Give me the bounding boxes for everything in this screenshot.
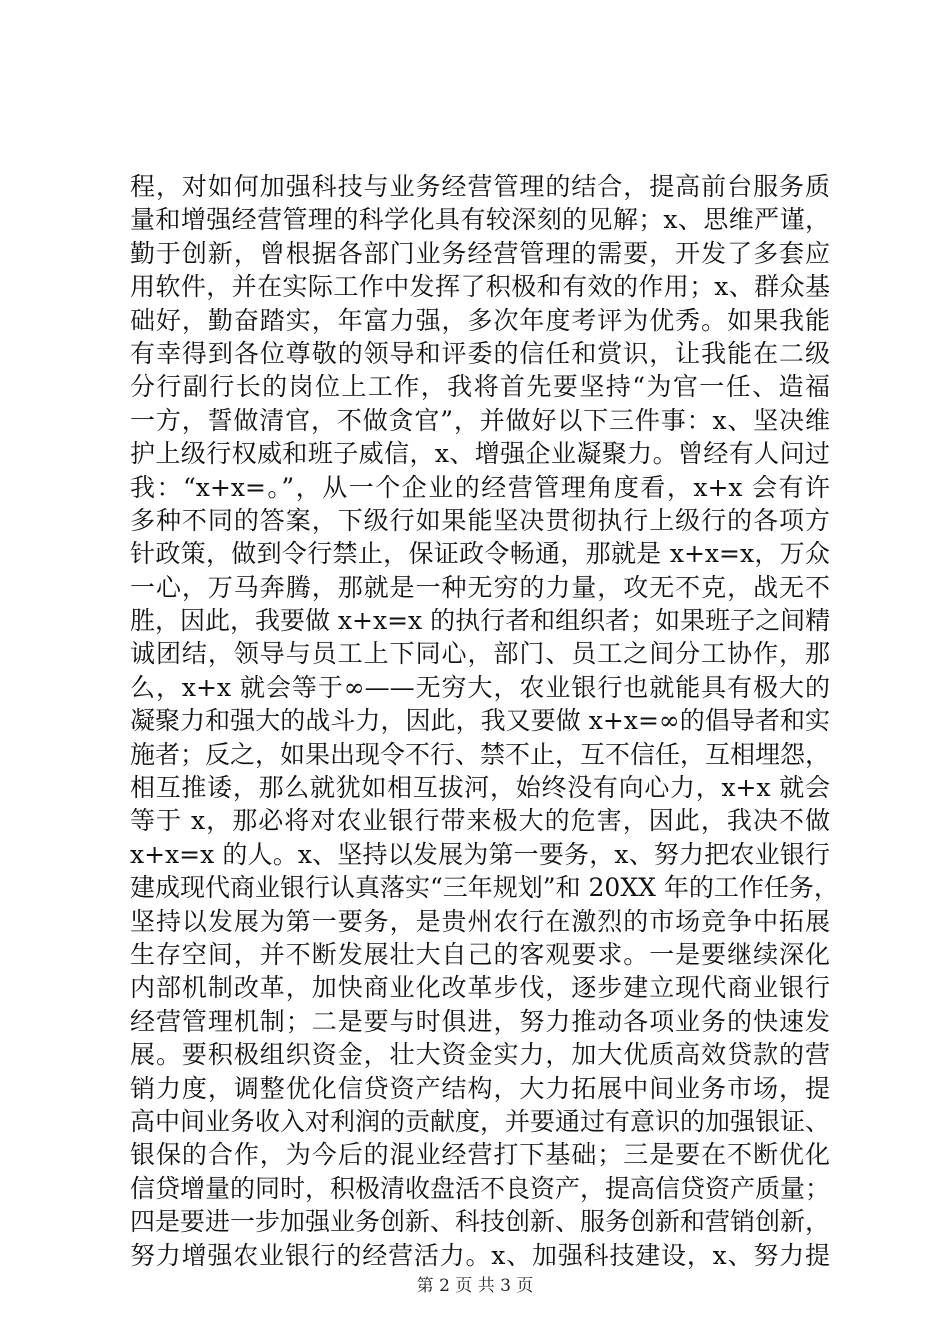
body-text (130, 170, 839, 1272)
text-line: 展。要积极组织资金，壮大资金实力，加大优质高效贷款的营 (130, 1040, 830, 1070)
text-line: 量和增强经营管理的科学化具有较深刻的见解；x、思维严谨， (130, 205, 830, 235)
page-number-label: 第 2 页 共 3 页 (416, 1276, 534, 1296)
text-line: 四是要进一步加强业务创新、科技创新、服务创新和营销创新， (130, 1207, 831, 1237)
text-line: 生存空间，并不断发展壮大自己的客观要求。一是要继续深化 (130, 939, 830, 969)
text-line: 针政策，做到令行禁止，保证政令畅通，那就是 x+x=x，万众 (130, 539, 830, 569)
text-line: 银保的合作，为今后的混业经营打下基础；三是要在不断优化 (130, 1140, 830, 1170)
text-line: 高中间业务收入对利润的贡献度，并要通过有意识的加强银证、 (130, 1106, 831, 1136)
text-line: 诚团结，领导与员工上下同心，部门、员工之间分工协作，那 (130, 639, 830, 669)
text-line: 程，对如何加强科技与业务经营管理的结合，提高前台服务质 (130, 172, 830, 201)
text-line: 一心，万马奔腾，那就是一种无穷的力量，攻无不克，战无不 (130, 572, 830, 602)
text-line: 等于 x，那必将对农业银行带来极大的危害，因此，我决不做 (130, 806, 830, 836)
text-line: 么，x+x 就会等于∞——无穷大，农业银行也就能具有极大的 (130, 672, 830, 702)
text-line: 一方，誓做清官，不做贪官”，并做好以下三件事：x、坚决维 (130, 405, 830, 435)
text-line: x+x=x 的人。x、坚持以发展为第一要务，x、努力把农业银行 (130, 839, 830, 869)
text-line: 凝聚力和强大的战斗力，因此，我又要做 x+x=∞的倡导者和实 (130, 706, 830, 736)
text-line: 内部机制改革，加快商业化改革步伐，逐步建立现代商业银行 (130, 973, 830, 1003)
text-line: 建成现代商业银行认真落实“三年规划”和 20XX 年的工作任务， (130, 873, 839, 903)
text-line: 施者；反之，如果出现令不行、禁不止，互不信任，互相埋怨， (130, 739, 831, 769)
text-line: 护上级行权威和班子威信，x、增强企业凝聚力。曾经有人问过 (130, 439, 830, 469)
text-line: 多种不同的答案，下级行如果能坚决贯彻执行上级行的各项方 (130, 505, 830, 535)
text-line: 信贷增量的同时，积极清收盘活不良资产，提高信贷资产质量； (130, 1173, 831, 1203)
text-line: 努力增强农业银行的经营活力。x、加强科技建设，x、努力提 (130, 1240, 830, 1270)
page-footer (0, 1271, 950, 1296)
text-line: 销力度，调整优化信贷资产结构，大力拓展中间业务市场，提 (130, 1073, 830, 1103)
text-line: 经营管理机制；二是要与时俱进，努力推动各项业务的快速发 (130, 1006, 830, 1036)
text-line: 础好，勤奋踏实，年富力强，多次年度考评为优秀。如果我能 (130, 305, 830, 335)
text-line: 有幸得到各位尊敬的领导和评委的信任和赏识，让我能在二级 (130, 338, 830, 368)
text-line: 相互推诿，那么就犹如相互拔河，始终没有向心力，x+x 就会 (130, 773, 830, 803)
text-line: 勤于创新，曾根据各部门业务经营管理的需要，开发了多套应 (130, 238, 830, 268)
text-line: 用软件，并在实际工作中发挥了积极和有效的作用；x、群众基 (130, 272, 830, 302)
text-line: 我：“x+x=。”，从一个企业的经营管理角度看，x+x 会有许 (130, 472, 830, 502)
text-line: 坚持以发展为第一要务，是贵州农行在激烈的市场竞争中拓展 (130, 906, 830, 936)
text-line: 分行副行长的岗位上工作，我将首先要坚持“为官一任、造福 (130, 372, 830, 402)
text-line: 胜，因此，我要做 x+x=x 的执行者和组织者；如果班子之间精 (130, 606, 831, 636)
